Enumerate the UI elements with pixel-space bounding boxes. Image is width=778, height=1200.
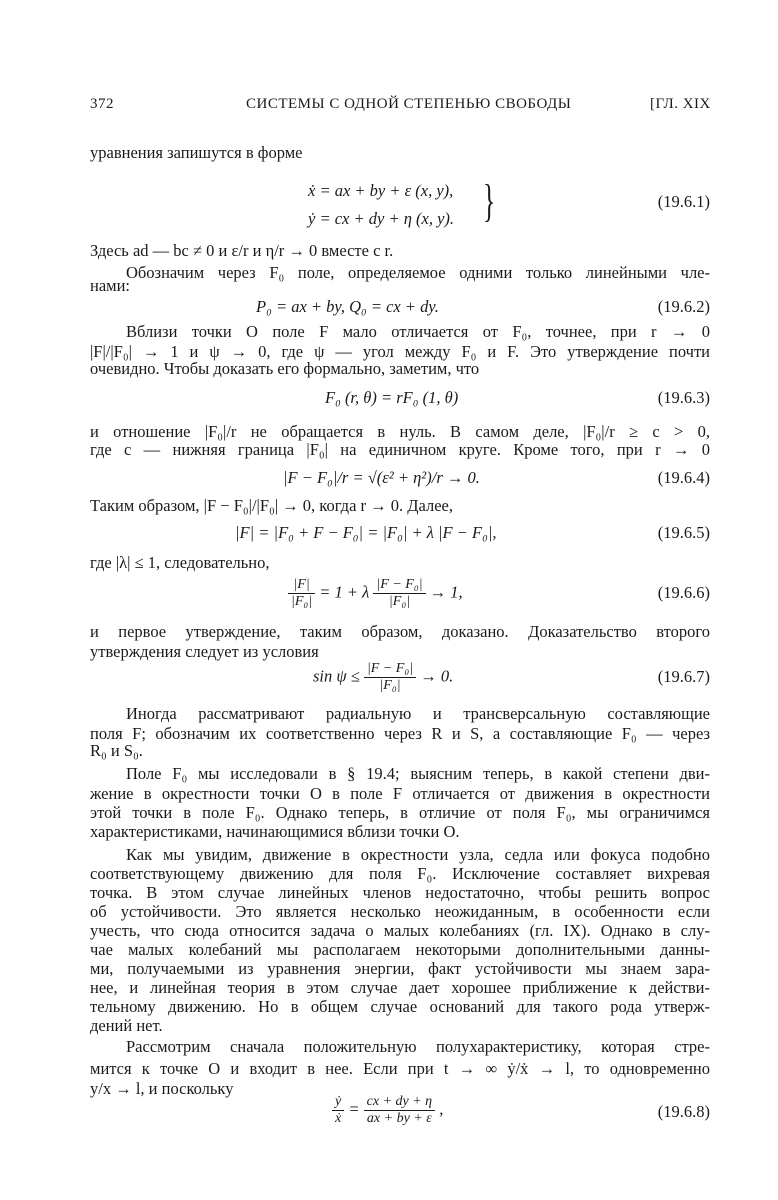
brace-symbol: } [482,175,496,226]
text-line: Таким образом, |F − F₀|/|F₀| → 0, когда r → 0. Далее, [90,496,453,515]
equation-line [332,1094,443,1127]
fraction: $\frac{\text{|F − F₀|}}{\text{|F₀|}}$ [364,661,416,694]
text-line: очевидно. Чтобы доказать его формально, заметим, что [90,359,480,378]
text-line: Здесь ad — bc ≠ 0 и ε/r и η/r → 0 вместе с r. [90,241,394,260]
text-line: утверждения следует из условия [90,642,319,661]
text-line: поля F; обозначим их соответственно через R и S, а составляющие F₀ — через [90,724,710,743]
text-line: нами: [90,276,131,295]
equation-line: ẋ = ax + by + ε (x, y), [308,181,454,200]
text-line: жение в окрестности точки O в поле F отличается от движения в окрестности [90,784,710,803]
text-line: мится к точке O и входит в нее. Если при t → ∞ ẏ/ẋ → l, то одновременно [90,1059,710,1078]
equation-number: (19.6.6) [657,583,710,602]
equation-line: F₀ (r, θ) = rF₀ (1, θ) [325,388,459,407]
fraction: $\frac{cx + dy + \eta}{ax + by + \varepsilon}$ [364,1094,435,1127]
text-line: и первое утверждение, таким образом, доказано. Доказательство второго [90,622,710,641]
text-line: Вблизи точки O поле F мало отличается от F₀, точнее, при r → 0 [126,322,710,341]
fraction: $\frac{\text{ẏ}}{\text{ẋ}}$ [332,1094,344,1127]
running-title: СИСТЕМЫ С ОДНОЙ СТЕПЕНЬЮ СВОБОДЫ [246,96,572,112]
text-line: учесть, что сюда относится задача о малых колебаниях (гл. IX). Однако в слу- [90,921,710,940]
fraction: $\frac{|F|}{\text{|F₀|}}$ [288,577,315,610]
equation-number: (19.6.1) [657,192,710,211]
text-line: точка. В этом случае линейных членов недостаточно, чтобы решить вопрос [90,883,710,902]
text-line: Рассмотрим сначала положительную полухарактеристику, которая стре- [126,1037,710,1056]
equation-number: (19.6.7) [657,667,710,686]
chapter-label: [ГЛ. XIX [650,96,711,112]
text-line: соответствующему движению для поля F₀. Исключение составляет вихревая [90,864,710,883]
text-line: y/x → l, и поскольку [90,1079,234,1098]
text-line: R₀ и S₀. [90,741,143,760]
text-line: Обозначим через F₀ поле, определяемое одними только линейными чле- [126,263,710,282]
text-line: где |λ| ≤ 1, следовательно, [90,553,270,572]
equation-number: (19.6.5) [657,523,710,542]
equation-number: (19.6.3) [657,388,710,407]
text-line: Иногда рассматривают радиальную и трансверсальную составляющие [126,704,710,723]
equals-sign: = [348,1099,360,1119]
text-line: об устойчивости. Это является несколько неожиданным, в особенности если [90,902,710,921]
text-line: |F|/|F₀| → 1 и ψ → 0, где ψ — угол между F₀ и F. Это утверждение почти [90,342,710,361]
text-line: чае малых колебаний мы располагаем некоторыми дополнительными данны- [90,940,710,959]
equation-number: (19.6.8) [657,1102,710,1121]
equation-line: ẏ = cx + dy + η (x, y). [308,209,455,228]
fraction: $\frac{\text{|F − F₀|}}{\text{|F₀|}}$ [373,577,425,610]
equation-line: P₀ = ax + by, Q₀ = cx + dy. [256,297,439,316]
text-line: нее, и линейная теория в этом случае дает хорошее приближение к действи- [90,978,710,997]
text-line: ми, получаемыми из уравнения энергии, факт устойчивости мы знаем зара- [90,959,710,978]
comma: , [439,1099,444,1119]
page-number: 372 [90,96,114,112]
text-line: тельному движению. Но в общем случае оснований для такого рода утверж- [90,997,710,1016]
equation-line: |F| = |F₀ + F − F₀| = |F₀| + λ |F − F₀|, [235,523,497,542]
equation-line: $\frac{|F|}{\text{|F₀|}}$ = 1 + λ $\frac{\text{|F − F₀|}}{\text{|F₀|}}$ → 1, [288,577,463,610]
text-line: Как мы увидим, движение в окрестности узла, седла или фокуса подобно [126,845,710,864]
text-line: Поле F₀ мы исследовали в § 19.4; выясним теперь, в какой степени дви- [126,764,710,783]
equation-number: (19.6.4) [657,468,710,487]
text-line: этой точки в поле F₀. Однако теперь, в отличие от поля F₀, мы ограничимся [90,803,710,822]
equation-line: sin ψ ≤ $\frac{\text{|F − F₀|}}{\text{|F₀|}}$ → 0. [313,661,454,693]
equation-number: (19.6.2) [657,297,710,316]
text-line: дений нет. [90,1016,163,1035]
text-line: характеристиками, начинающимися вблизи точки O. [90,822,460,841]
equation-line: |F − F₀|/r = √(ε² + η²)/r → 0. [283,468,480,487]
text-line: уравнения запишутся в форме [90,143,303,162]
text-line: и отношение |F₀|/r не обращается в нуль. В самом деле, |F₀|/r ≥ c > 0, [90,422,710,441]
text-line: где c — нижняя граница |F₀| на единичном круге. Кроме того, при r → 0 [90,440,710,459]
